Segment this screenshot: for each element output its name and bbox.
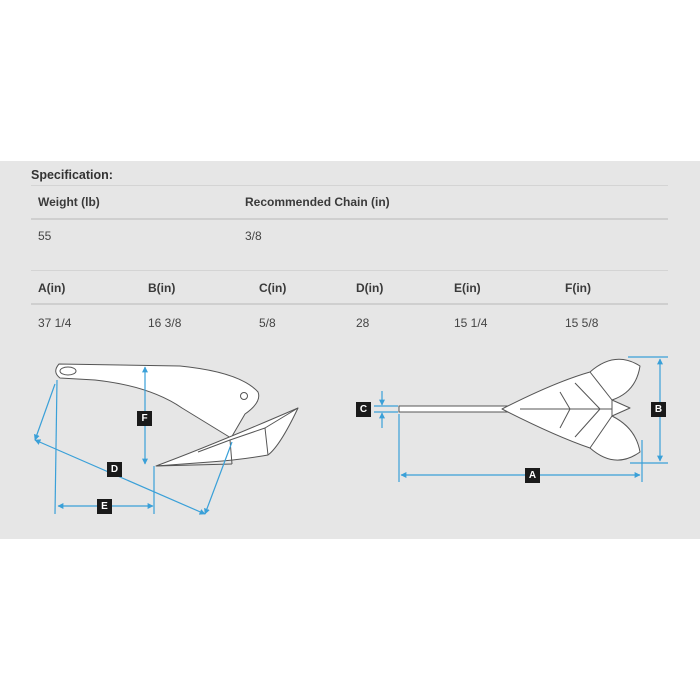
header-b: B(in) [148,281,176,295]
anchor-side-view [56,364,298,466]
value-c: 5/8 [259,316,276,330]
specification-heading: Specification: [31,168,113,182]
dimension-label-b: B [651,402,666,417]
header-d: D(in) [356,281,384,295]
anchor-top-view [399,359,640,460]
value-a: 37 1/4 [38,316,72,330]
dimension-label-f: F [137,411,152,426]
value-b: 16 3/8 [148,316,182,330]
header-f: F(in) [565,281,591,295]
dimension-label-c: C [356,402,371,417]
value-recommended-chain: 3/8 [245,229,262,243]
header-recommended-chain: Recommended Chain (in) [245,195,390,209]
dimension-label-e: E [97,499,112,514]
dimension-label-d: D [107,462,122,477]
header-c: C(in) [259,281,287,295]
value-e: 15 1/4 [454,316,488,330]
header-e: E(in) [454,281,481,295]
dimension-label-a: A [525,468,540,483]
header-weight: Weight (lb) [38,195,100,209]
header-a: A(in) [38,281,66,295]
value-d: 28 [356,316,370,330]
value-f: 15 5/8 [565,316,599,330]
value-weight: 55 [38,229,52,243]
